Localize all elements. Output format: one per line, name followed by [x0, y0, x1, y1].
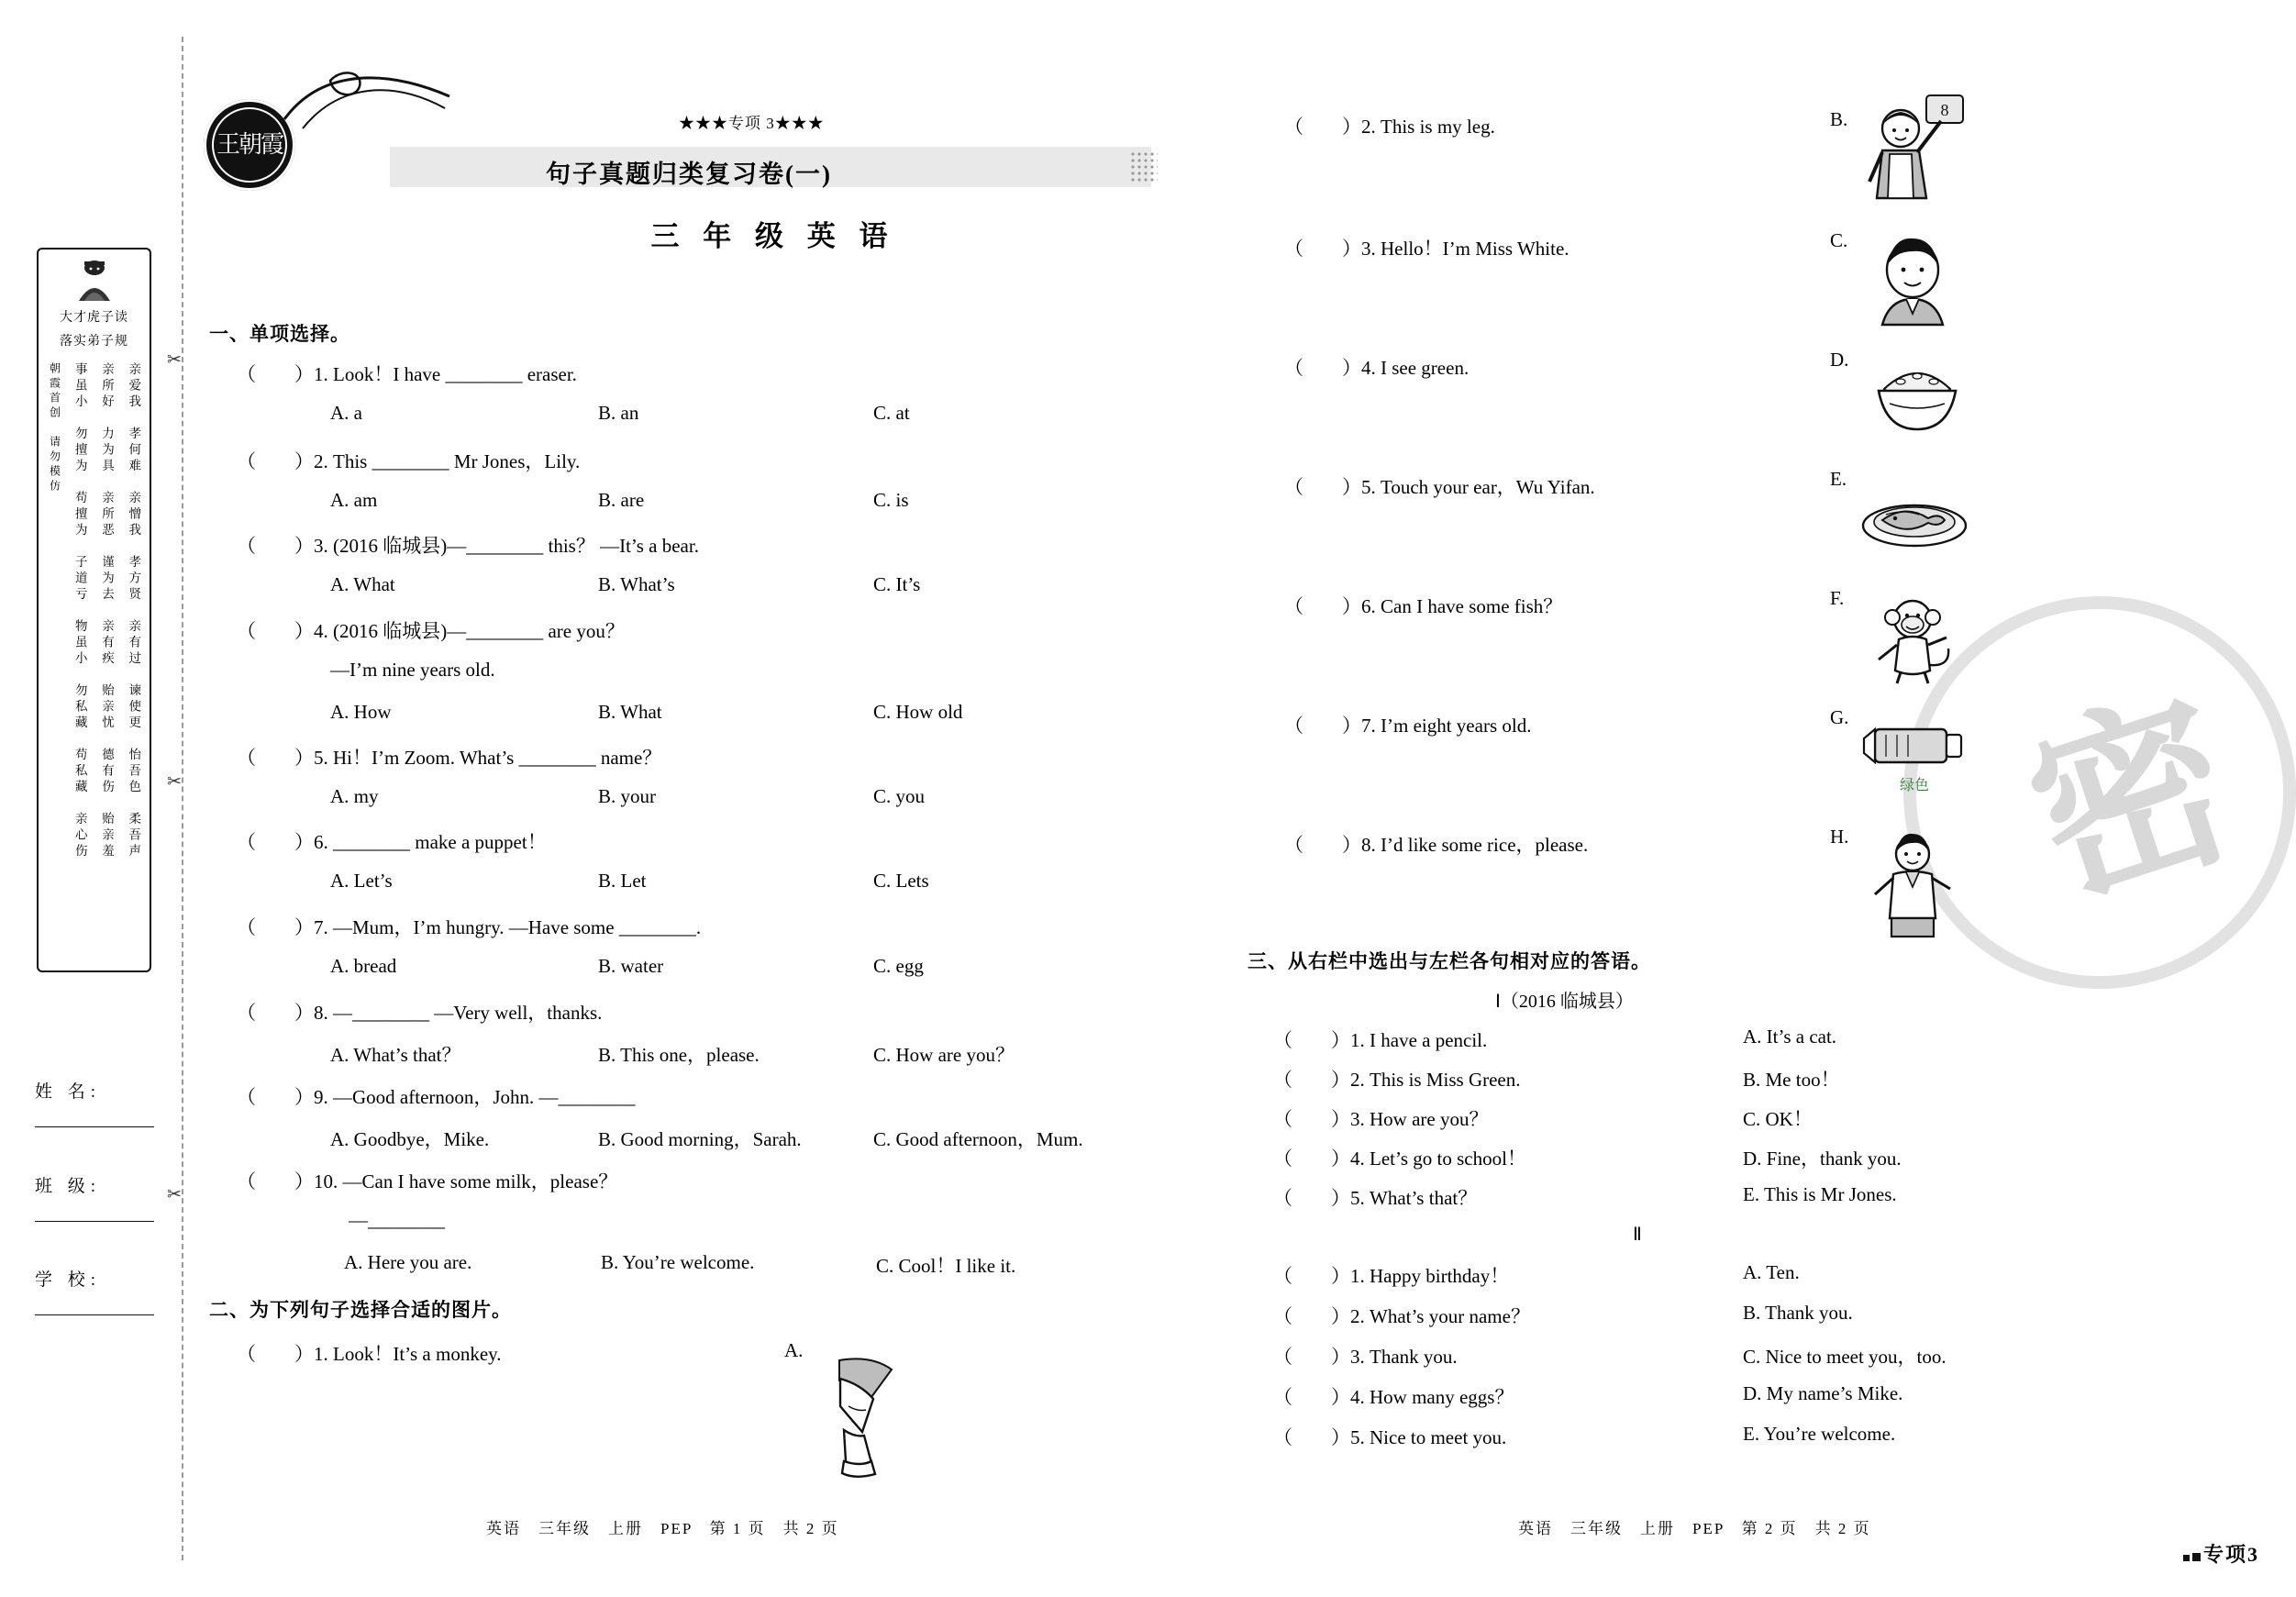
picture-label-a: A.	[784, 1339, 804, 1361]
question-8-num: 8.	[314, 1002, 328, 1024]
match2-right-e: E. You’re welcome.	[1743, 1423, 1896, 1445]
answer-bracket[interactable]: （ ）	[1284, 476, 1361, 498]
left-margin-title-2: 落实弟子规	[60, 335, 128, 349]
question-2	[237, 447, 580, 474]
paper-title-bar	[390, 147, 1151, 187]
match2-left-1-num: 1.	[1350, 1265, 1365, 1287]
match1-left-3-text: How are you？	[1370, 1108, 1489, 1130]
corner-tag-text: 专项3	[2202, 1543, 2259, 1566]
match1-left-5-text: What’s that？	[1370, 1187, 1478, 1209]
question-3-text: (2016 临城县)—________ this？ —It’s a bear.	[333, 535, 699, 557]
bowl-of-rice	[1862, 349, 1972, 440]
green-color-caption: 绿色	[1899, 778, 1930, 793]
answer-bracket[interactable]: （ ）	[237, 831, 314, 853]
picture-label-e: E.	[1830, 468, 1847, 490]
field-name	[35, 1078, 163, 1127]
question-6-option-c[interactable]: C. Lets	[873, 870, 929, 892]
question-10	[237, 1167, 617, 1194]
question-8-text: —________ —Very well，thanks.	[333, 1002, 603, 1024]
header-dot-decoration	[1130, 151, 1158, 183]
match2-left-4-num: 4.	[1350, 1386, 1365, 1408]
fold-line	[182, 37, 183, 1560]
question-9-option-c[interactable]: C. Good afternoon，Mum.	[873, 1128, 1083, 1150]
question-5-option-c[interactable]: C. you	[873, 785, 926, 807]
answer-bracket[interactable]: （ ）	[1273, 1305, 1350, 1327]
corner-tag-square	[2192, 1553, 2201, 1561]
match2-left-5	[1273, 1423, 1506, 1450]
question-1-option-a[interactable]: A. a	[330, 402, 362, 424]
section2-item-6	[1284, 592, 1562, 619]
section2-item-6-num: 6.	[1361, 595, 1376, 617]
answer-bracket[interactable]: （ ）	[1273, 1148, 1350, 1170]
question-2-option-b[interactable]: B. are	[598, 489, 645, 511]
match1-left-2-num: 2.	[1350, 1069, 1365, 1091]
answer-bracket[interactable]: （ ）	[1284, 116, 1361, 138]
match1-right-e: E. This is Mr Jones.	[1743, 1183, 1897, 1205]
question-4-option-b[interactable]: B. What	[598, 701, 662, 723]
question-1	[237, 360, 577, 387]
answer-bracket[interactable]: （ ）	[1284, 834, 1361, 856]
question-4-text-line2: —I’m nine years old.	[330, 659, 495, 681]
answer-bracket[interactable]: （ ）	[1273, 1029, 1350, 1051]
question-8	[237, 998, 602, 1026]
question-5-option-b[interactable]: B. your	[598, 785, 656, 807]
leg-illustration	[807, 1353, 908, 1481]
left-margin-column-2: 亲所好 力为具 亲所恶 谨为去 亲有疾 贻亲忧 德有伤 贻亲羞	[100, 361, 115, 860]
section-1-heading: 一、单项选择。	[209, 323, 350, 345]
answer-bracket[interactable]: （ ）	[1273, 1386, 1350, 1408]
match1-left-4-num: 4.	[1350, 1148, 1365, 1170]
section2-item-3-num: 3.	[1361, 238, 1376, 260]
question-10-text-line2: —________	[349, 1209, 445, 1231]
match1-left-2-text: This is Miss Green.	[1370, 1069, 1521, 1091]
section-3-group-1-label: Ⅰ（2016 临城县）	[1495, 992, 1634, 1012]
answer-bracket[interactable]: （ ）	[1273, 1426, 1350, 1448]
question-8-option-a[interactable]: A. What’s that？	[330, 1044, 461, 1066]
question-3-option-c[interactable]: C. It’s	[873, 573, 921, 595]
picture-label-g: G.	[1830, 706, 1849, 728]
picture-label-c: C.	[1830, 229, 1848, 251]
answer-bracket[interactable]: （ ）	[1284, 715, 1361, 737]
section2-item-8-num: 8.	[1361, 834, 1376, 856]
question-7-num: 7.	[314, 916, 328, 938]
green-paint-tube	[1855, 711, 1974, 798]
field-school-input[interactable]	[35, 1291, 154, 1315]
question-8-option-c[interactable]: C. How are you？	[873, 1044, 1015, 1066]
section2-item-5-text: Touch your ear，Wu Yifan.	[1381, 476, 1595, 498]
match2-left-3-text: Thank you.	[1370, 1346, 1458, 1368]
answer-bracket[interactable]: （ ）	[237, 620, 314, 642]
picture-label-f: F.	[1830, 587, 1845, 609]
paper-title: 句子真题归类复习卷(一)	[546, 161, 832, 188]
section2-item-7-num: 7.	[1361, 715, 1376, 737]
question-4-num: 4.	[314, 620, 328, 642]
match1-left-1	[1273, 1026, 1487, 1053]
question-9-option-a[interactable]: A. Goodbye，Mike.	[330, 1128, 490, 1150]
match2-left-2-num: 2.	[1350, 1305, 1365, 1327]
question-9-num: 9.	[314, 1086, 328, 1108]
match1-left-4-text: Let’s go to school！	[1370, 1148, 1526, 1170]
question-5-text: Hi！I’m Zoom. What’s ________ name？	[333, 747, 662, 769]
section2-item-3-text: Hello！I’m Miss White.	[1381, 238, 1569, 260]
match1-left-2	[1273, 1065, 1521, 1092]
section2-item-1	[237, 1339, 502, 1367]
field-school	[35, 1266, 163, 1315]
section2-item-5-num: 5.	[1361, 476, 1376, 498]
match1-right-c: C. OK！	[1743, 1108, 1813, 1130]
field-class-input[interactable]	[35, 1197, 154, 1222]
plate-of-fish	[1855, 472, 1974, 555]
match1-left-5-num: 5.	[1350, 1187, 1365, 1209]
scholar-figure-icon	[66, 257, 123, 305]
section2-item-5	[1284, 472, 1595, 500]
question-6-option-b[interactable]: B. Let	[598, 870, 647, 892]
question-7-option-c[interactable]: C. egg	[873, 955, 924, 977]
left-margin-classic-text	[37, 248, 151, 972]
watermark-text: 密	[2007, 671, 2257, 933]
section2-item-2-num: 2.	[1361, 116, 1376, 138]
left-margin-column-1: 亲爱我 孝何难 亲憎我 孝方贤 亲有过 谏使更 怡吾色 柔吾声	[127, 361, 141, 860]
match2-left-2	[1273, 1302, 1530, 1329]
left-margin-title-1: 大才虎子读	[60, 311, 128, 325]
section2-item-1-text: Look！It’s a monkey.	[333, 1343, 502, 1365]
question-10-option-a[interactable]: A. Here you are.	[344, 1251, 472, 1273]
scissors-icon: ✂	[167, 1185, 182, 1204]
question-2-option-c[interactable]: C. is	[873, 489, 909, 511]
answer-bracket[interactable]: （ ）	[1273, 1108, 1350, 1130]
boy-holding-number-eight-sign	[1862, 90, 1972, 209]
match1-right-b: B. Me too！	[1743, 1069, 1840, 1091]
match1-right-d: D. Fine，thank you.	[1743, 1148, 1902, 1170]
answer-bracket[interactable]: （ ）	[1273, 1265, 1350, 1287]
question-3-option-b[interactable]: B. What’s	[598, 573, 675, 595]
field-name-input[interactable]	[35, 1103, 154, 1127]
field-name-label: 姓 名:	[35, 1082, 102, 1102]
question-4-text: (2016 临城县)—________ are you？	[333, 620, 625, 642]
match1-left-3	[1273, 1104, 1488, 1132]
footer-left: 英语 三年级 上册 PEP 第 1 页 共 2 页	[486, 1520, 839, 1537]
question-1-num: 1.	[314, 363, 328, 385]
answer-bracket[interactable]: （ ）	[237, 916, 314, 938]
section-stars-label: ★★★专项 3★★★	[679, 115, 825, 132]
answer-bracket[interactable]: （ ）	[1273, 1187, 1350, 1209]
scissors-icon: ✂	[167, 772, 182, 792]
question-8-option-b[interactable]: B. This one，please.	[598, 1044, 760, 1066]
answer-bracket[interactable]: （ ）	[237, 1086, 314, 1108]
question-6-option-a[interactable]: A. Let’s	[330, 870, 393, 892]
question-5-option-a[interactable]: A. my	[330, 785, 379, 807]
corner-tag-square-small	[2183, 1555, 2190, 1561]
section2-item-2	[1284, 112, 1495, 139]
footer-right: 英语 三年级 上册 PEP 第 2 页 共 2 页	[1518, 1520, 1871, 1537]
answer-bracket[interactable]: （ ）	[237, 363, 314, 385]
question-9-text: —Good afternoon，John. —________	[333, 1086, 636, 1108]
question-4	[237, 616, 625, 644]
left-margin-columns	[42, 362, 146, 913]
answer-bracket[interactable]: （ ）	[237, 535, 314, 557]
question-7-option-a[interactable]: A. bread	[330, 955, 397, 977]
ribbon-decoration	[275, 64, 459, 138]
grade-title: 三 年 级 英 语	[650, 220, 896, 252]
answer-bracket[interactable]: （ ）	[1273, 1069, 1350, 1091]
section2-item-7-text: I’m eight years old.	[1381, 715, 1532, 737]
section2-item-6-text: Can I have some fish？	[1381, 595, 1563, 617]
match2-left-1-text: Happy birthday！	[1370, 1265, 1510, 1287]
section2-item-4-num: 4.	[1361, 357, 1376, 379]
question-2-num: 2.	[314, 450, 328, 472]
question-4-option-a[interactable]: A. How	[330, 701, 392, 723]
match2-left-4	[1273, 1382, 1514, 1410]
section2-item-4	[1284, 353, 1469, 381]
section-3-heading: 三、从右栏中选出与左栏各句相对应的答语。	[1248, 950, 1651, 972]
answer-bracket[interactable]: （ ）	[237, 1343, 314, 1365]
question-6	[237, 827, 547, 855]
match2-left-2-text: What’s your name？	[1370, 1305, 1530, 1327]
answer-bracket[interactable]: （ ）	[237, 747, 314, 769]
answer-bracket[interactable]: （ ）	[237, 1170, 314, 1192]
match1-left-5	[1273, 1183, 1477, 1211]
section2-item-3	[1284, 234, 1569, 261]
match2-right-d: D. My name’s Mike.	[1743, 1382, 1903, 1404]
question-10-option-b[interactable]: B. You’re welcome.	[601, 1251, 755, 1273]
left-margin-column-3: 事虽小 勿擅为 苟擅为 子道亏 物虽小 勿私藏 苟私藏 亲心伤	[72, 361, 87, 860]
teacher-woman-portrait	[1862, 229, 1963, 330]
match2-left-4-text: How many eggs？	[1370, 1386, 1514, 1408]
question-7	[237, 913, 701, 940]
question-1-option-c[interactable]: C. at	[873, 402, 910, 424]
section2-item-4-text: I see green.	[1381, 357, 1470, 379]
picture-label-h: H.	[1830, 826, 1849, 848]
match1-left-3-num: 3.	[1350, 1108, 1365, 1130]
match2-left-1	[1273, 1261, 1509, 1289]
question-1-option-b[interactable]: B. an	[598, 402, 639, 424]
section2-item-2-text: This is my leg.	[1381, 116, 1495, 138]
question-7-option-b[interactable]: B. water	[598, 955, 664, 977]
question-3-option-a[interactable]: A. What	[330, 573, 395, 595]
match2-left-3	[1273, 1342, 1458, 1370]
match1-right-a: A. It’s a cat.	[1743, 1026, 1837, 1048]
match2-right-b: B. Thank you.	[1743, 1302, 1853, 1324]
svg-text:8: 8	[1940, 101, 1949, 119]
question-4-option-c[interactable]: C. How old	[873, 701, 963, 723]
section2-item-1-num: 1.	[314, 1343, 328, 1365]
section2-item-8	[1284, 830, 1588, 858]
match1-left-4	[1273, 1144, 1526, 1171]
answer-bracket[interactable]: （ ）	[1284, 595, 1361, 617]
match2-left-3-num: 3.	[1350, 1346, 1365, 1368]
question-9-option-b[interactable]: B. Good morning，Sarah.	[598, 1128, 802, 1150]
woman-teacher-standing	[1862, 830, 1963, 940]
field-class	[35, 1172, 163, 1222]
question-6-num: 6.	[314, 831, 328, 853]
field-school-label: 学 校:	[35, 1270, 102, 1290]
answer-bracket[interactable]: （ ）	[1284, 357, 1361, 379]
match2-right-a: A. Ten.	[1743, 1261, 1800, 1283]
question-9	[237, 1082, 636, 1110]
section-3-group-2-label: Ⅱ	[1633, 1225, 1642, 1245]
brand-seal-text: 王朝霞	[212, 107, 287, 183]
answer-bracket[interactable]: （ ）	[1284, 238, 1361, 260]
question-3	[237, 531, 699, 559]
match1-left-1-text: I have a pencil.	[1370, 1029, 1488, 1051]
question-10-option-c[interactable]: C. Cool！I like it.	[876, 1255, 1016, 1277]
match2-left-5-text: Nice to meet you.	[1370, 1426, 1507, 1448]
section2-item-7	[1284, 711, 1531, 738]
answer-bracket[interactable]: （ ）	[237, 450, 314, 472]
question-10-text: —Can I have some milk，please？	[342, 1170, 618, 1192]
question-6-text: ________ make a puppet！	[333, 831, 547, 853]
section-2-heading: 二、为下列句子选择合适的图片。	[209, 1299, 512, 1321]
match2-left-5-num: 5.	[1350, 1426, 1365, 1448]
question-2-option-a[interactable]: A. am	[330, 489, 378, 511]
match2-right-c: C. Nice to meet you，too.	[1743, 1346, 1947, 1368]
monkey-illustration	[1862, 592, 1963, 688]
question-5-num: 5.	[314, 747, 328, 769]
corner-tag	[2183, 1539, 2259, 1568]
left-margin-column-4: 朝霞首创 请勿模仿	[48, 361, 61, 494]
section2-item-8-text: I’d like some rice，please.	[1381, 834, 1589, 856]
scissors-icon: ✂	[167, 350, 182, 370]
answer-bracket[interactable]: （ ）	[237, 1002, 314, 1024]
match1-left-1-num: 1.	[1350, 1029, 1365, 1051]
question-10-num: 10.	[314, 1170, 338, 1192]
question-5	[237, 743, 661, 771]
question-7-text: —Mum，I’m hungry. —Have some ________.	[333, 916, 702, 938]
question-3-num: 3.	[314, 535, 328, 557]
question-2-text: This ________ Mr Jones，Lily.	[333, 450, 581, 472]
answer-bracket[interactable]: （ ）	[1273, 1346, 1350, 1368]
field-class-label: 班 级:	[35, 1177, 102, 1196]
picture-label-d: D.	[1830, 349, 1849, 371]
question-1-text: Look！I have ________ eraser.	[333, 363, 577, 385]
picture-label-b: B.	[1830, 108, 1848, 130]
